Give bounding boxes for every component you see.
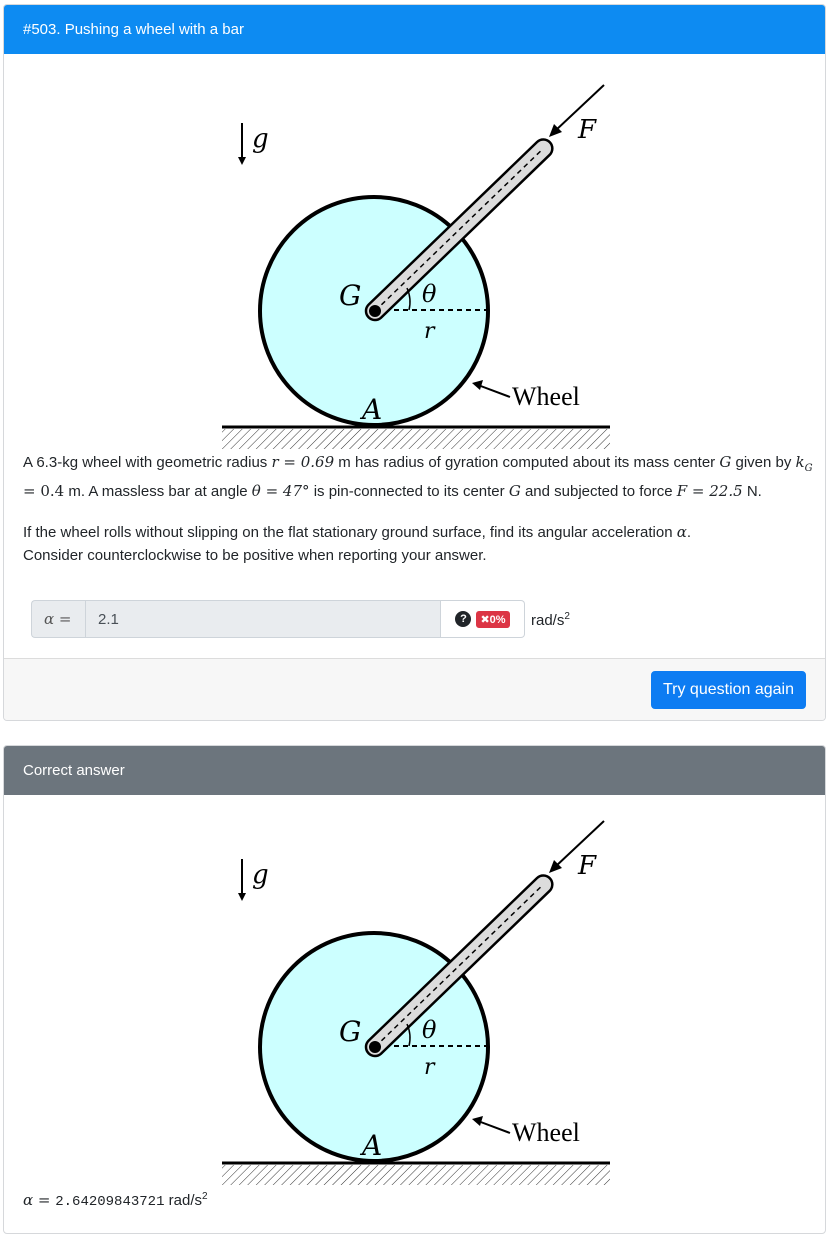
center-label: G <box>339 279 362 312</box>
wheel-diagram <box>4 60 826 450</box>
force-label: F <box>578 851 597 881</box>
answer-equals: = <box>33 1191 56 1209</box>
gravity-label: g <box>252 860 269 890</box>
alpha-input[interactable] <box>85 600 441 638</box>
contact-label: A <box>362 393 383 426</box>
answer-status <box>441 600 525 638</box>
gravity-arrow-icon <box>238 123 246 165</box>
force-label: F <box>578 115 597 145</box>
correct-answer-line <box>23 1191 208 1210</box>
answer-symbol: α <box>23 1191 34 1209</box>
question-card <box>3 4 826 721</box>
radius-label: r <box>424 1055 435 1080</box>
ground-hatch <box>222 429 610 449</box>
angle-label: θ <box>422 280 437 308</box>
answer-header: Correct answer <box>4 746 825 795</box>
angle-label: θ <box>422 1016 437 1044</box>
answer-units-exp: 2 <box>202 1191 208 1202</box>
answer-input-group <box>31 600 525 638</box>
answer-units: rad/s <box>168 1192 202 1209</box>
radius-label: r <box>424 319 435 344</box>
gravity-label: g <box>252 124 269 154</box>
ground-hatch <box>222 1165 610 1185</box>
try-again-button[interactable]: Try question again <box>651 671 806 709</box>
answer-card <box>3 745 826 1234</box>
wheel-pointer-arrow-icon <box>472 1116 510 1133</box>
wheel-pointer-arrow-icon <box>472 380 510 397</box>
center-label: G <box>339 1015 362 1048</box>
pin <box>369 305 381 317</box>
problem-statement <box>23 451 813 585</box>
answer-value: 2.64209843721 <box>55 1194 165 1210</box>
alpha-input-label: α = <box>31 600 85 638</box>
question-circle-icon[interactable]: ? <box>455 611 471 627</box>
wheel-label: Wheel <box>512 1118 580 1147</box>
question-header: #503. Pushing a wheel with a bar <box>4 5 825 54</box>
gravity-arrow-icon <box>238 859 246 901</box>
problem-paragraph-2: If the wheel rolls without slipping on the flat stationary ground surface, find its angular acceleration α. Consider counterclockwise to be positive when reporting your answer. <box>23 523 692 564</box>
units-label: rad/$s^2$ <box>531 611 570 629</box>
question-footer <box>4 658 825 721</box>
contact-label: A <box>362 1129 383 1162</box>
score-badge: ✖0% <box>476 611 509 628</box>
pin <box>369 1041 381 1053</box>
wheel-label: Wheel <box>512 382 580 411</box>
problem-paragraph-1: A 6.3-kg wheel with geometric radius r = 0.69 m has radius of gyration computed about its mass center G given by $k_G = 0.4$ m. A massless bar at angle θ = 47° is pin-connected to its center G and subjected to force F = 22.5 N. <box>23 453 813 500</box>
wheel-diagram-answer <box>4 796 826 1186</box>
